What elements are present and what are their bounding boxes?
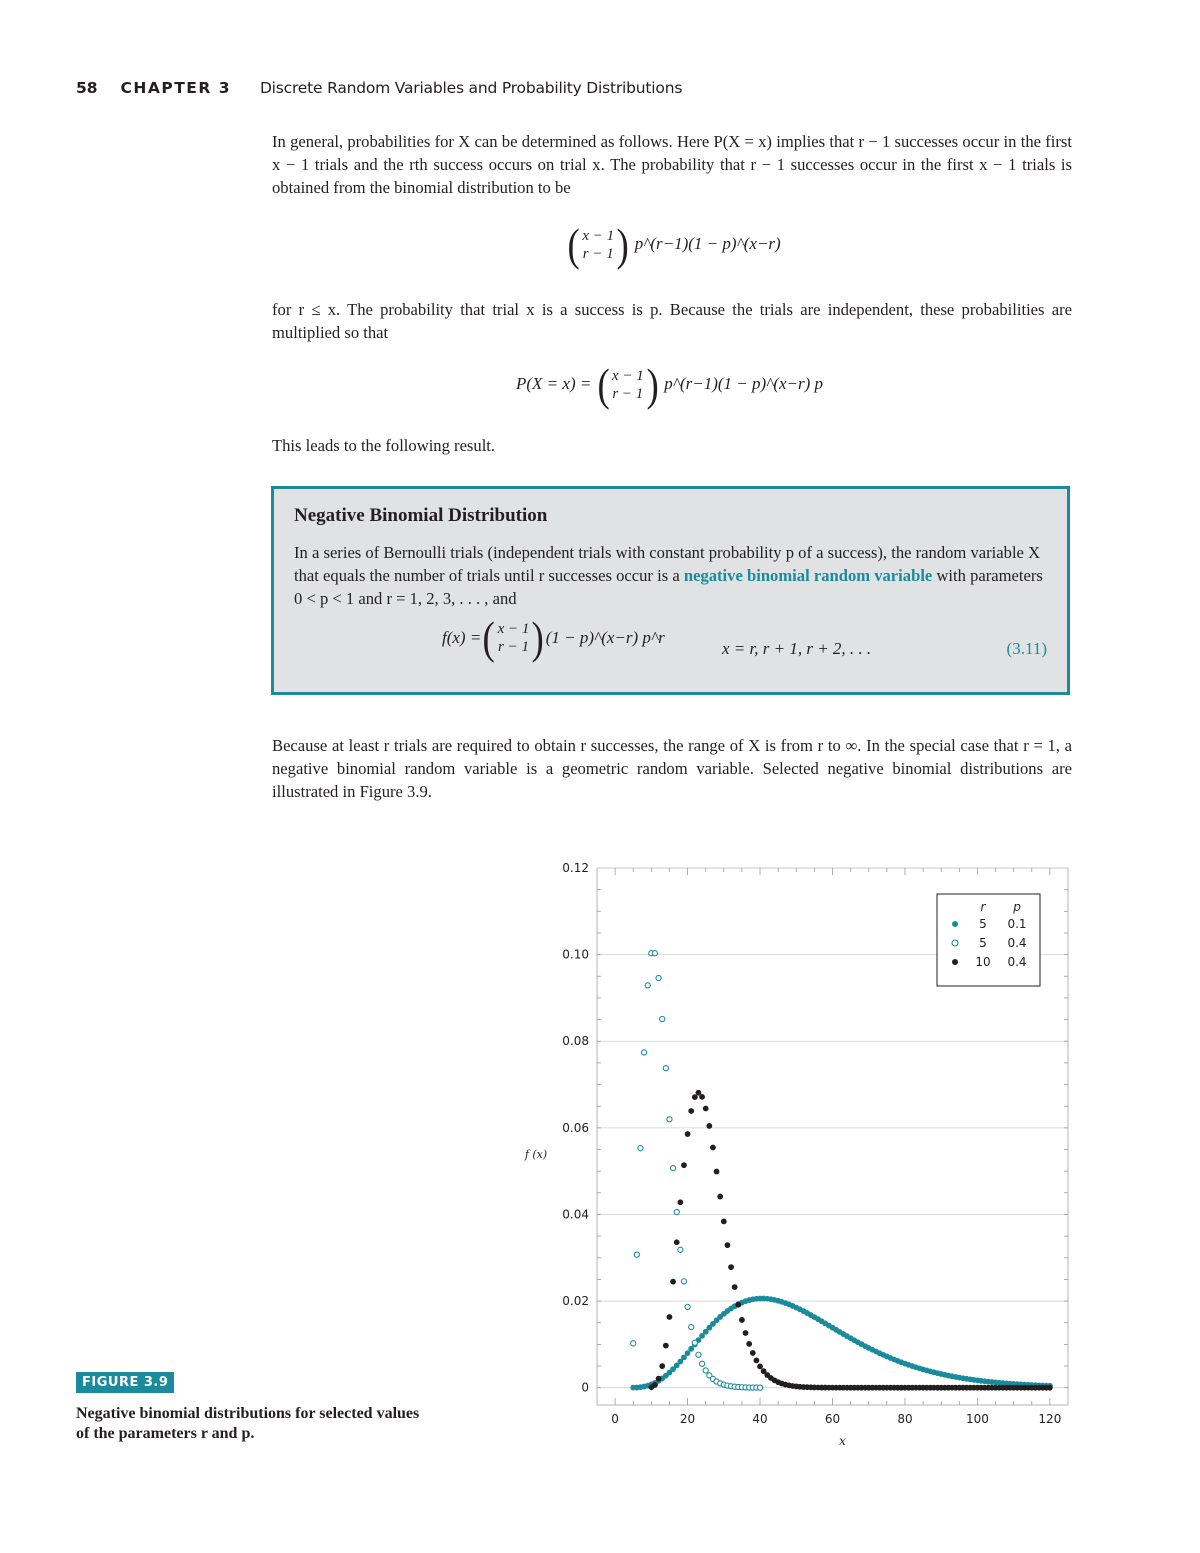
legend-header-r: r xyxy=(980,900,986,914)
data-point-r5-p04 xyxy=(660,1016,665,1021)
data-point-r5-p04 xyxy=(670,1165,675,1170)
definition-box xyxy=(271,486,1070,695)
y-tick-label: 0.08 xyxy=(562,1034,589,1049)
data-point-r10-p04 xyxy=(656,1376,662,1382)
data-point-r5-p04 xyxy=(645,983,650,988)
definition-body xyxy=(294,541,1050,610)
y-axis-label: f (x) xyxy=(524,1148,548,1162)
data-point-r10-p04 xyxy=(754,1358,760,1364)
x-tick-label: 20 xyxy=(679,1412,696,1426)
data-point-r5-p04 xyxy=(667,1117,672,1122)
data-point-r5-p04 xyxy=(634,1252,639,1257)
data-point-r10-p04 xyxy=(703,1106,709,1112)
y-tick-label: 0.02 xyxy=(562,1294,589,1309)
data-point-r10-p04 xyxy=(1047,1385,1053,1391)
figure-label: FIGURE 3.9 xyxy=(76,1372,174,1393)
binom-top-3: x − 1 xyxy=(497,621,530,637)
data-point-r5-p04 xyxy=(663,1066,668,1071)
legend-r-value: 5 xyxy=(979,936,987,950)
data-point-r5-p04 xyxy=(652,951,657,956)
data-point-r10-p04 xyxy=(685,1131,691,1137)
legend-r-value: 10 xyxy=(975,955,991,969)
binomial-coefficient-2: ( x − 1 r − 1 ) xyxy=(597,359,659,410)
data-point-r10-p04 xyxy=(706,1123,712,1129)
data-point-r10-p04 xyxy=(710,1145,716,1151)
data-point-r10-p04 xyxy=(728,1264,734,1270)
data-point-r10-p04 xyxy=(670,1279,676,1285)
data-point-r5-p04 xyxy=(674,1209,679,1214)
pmf-formula xyxy=(442,612,665,663)
data-point-r10-p04 xyxy=(677,1199,683,1205)
y-tick-label: 0.06 xyxy=(562,1120,589,1135)
page-number: 58 xyxy=(76,79,98,97)
y-tick-label: 0 xyxy=(581,1380,589,1395)
data-point-r5-p04 xyxy=(642,1050,647,1055)
data-point-r10-p04 xyxy=(735,1302,741,1308)
data-point-r10-p04 xyxy=(721,1219,727,1225)
legend-p-value: 0.1 xyxy=(1007,917,1027,931)
legend-p-value: 0.4 xyxy=(1007,936,1027,950)
data-point-r5-p04 xyxy=(703,1368,708,1373)
binom-bottom-3: r − 1 xyxy=(498,639,530,655)
equation-number: (3.11) xyxy=(1006,639,1047,658)
binomial-coefficient-3: ( x − 1 r − 1 ) xyxy=(482,612,545,663)
legend-r-value: 5 xyxy=(979,917,987,931)
binom-top: x − 1 xyxy=(582,228,615,244)
data-point-r10-p04 xyxy=(732,1284,738,1290)
formula-lhs: f(x) = xyxy=(442,628,482,647)
equation-binomial-term xyxy=(566,219,781,270)
x-tick-label: 60 xyxy=(824,1412,841,1426)
data-point-r5-p04 xyxy=(685,1304,690,1309)
y-tick-label: 0.10 xyxy=(562,947,589,962)
data-point-r5-p04 xyxy=(656,975,661,980)
formula-rest: (1 − p)^(x−r) p^r xyxy=(545,628,665,647)
legend-header-p: p xyxy=(1013,900,1021,914)
legend-marker xyxy=(952,959,958,965)
paragraph-4: Because at least r trials are required to obtain r successes, the range of X is from r to ∞. In the special case that r = 1, a negative binomial random variable is a geometric random variable. Selected negative binomial distributions are illustrated in Figure 3.9. xyxy=(272,736,1072,801)
legend-marker xyxy=(952,940,958,946)
legend-p-value: 0.4 xyxy=(1007,955,1027,969)
binom-bottom-2: r − 1 xyxy=(612,386,644,402)
formula-condition: x = r, r + 1, r + 2, . . . xyxy=(722,639,872,658)
data-point-r5-p04 xyxy=(699,1361,704,1366)
data-point-r10-p04 xyxy=(714,1169,720,1175)
data-point-r10-p04 xyxy=(667,1314,673,1320)
data-point-r10-p04 xyxy=(699,1094,705,1100)
data-point-r10-p04 xyxy=(750,1350,756,1356)
data-point-r10-p04 xyxy=(688,1108,694,1114)
figure-caption: Negative binomial distributions for selected values of the parameters r and p. xyxy=(76,1405,420,1442)
binom-top-2: x − 1 xyxy=(611,368,644,384)
data-point-r5-p04 xyxy=(757,1385,762,1390)
negative-binomial-chart xyxy=(520,848,1080,1458)
data-point-r10-p04 xyxy=(663,1343,669,1349)
definition-text-2: with parameters 0 < p < 1 and r = 1, 2, 3, . . . , and xyxy=(294,566,1043,608)
data-point-r10-p04 xyxy=(739,1317,745,1323)
paragraph-2: for r ≤ x. The probability that trial x is a success is p. Because the trials are independent, these probabilities are multiplied so that xyxy=(272,300,1072,342)
x-tick-label: 100 xyxy=(965,1412,989,1426)
chapter-label: CHAPTER 3 xyxy=(120,79,231,97)
definition-text-1: In a series of Bernoulli trials (independent trials with constant probability p of a success), the random variable X that equals the number of trials until r successes occur is a xyxy=(294,543,1041,585)
data-point-r10-p04 xyxy=(743,1330,749,1336)
data-point-r10-p04 xyxy=(674,1239,680,1245)
data-point-r10-p04 xyxy=(652,1382,658,1388)
data-point-r10-p04 xyxy=(746,1341,752,1347)
data-point-r10-p04 xyxy=(717,1194,723,1200)
x-tick-label: 80 xyxy=(897,1412,913,1426)
equation-2-rest: p^(r−1)(1 − p)^(x−r) p xyxy=(664,373,824,393)
data-point-r5-p04 xyxy=(638,1146,643,1151)
binomial-coefficient: ( x − 1 r − 1 ) xyxy=(567,219,629,270)
equation-1-rest: p^(r−1)(1 − p)^(x−r) xyxy=(634,233,781,253)
running-header xyxy=(76,79,682,97)
data-point-r5-p04 xyxy=(692,1340,697,1345)
legend-marker xyxy=(952,921,958,927)
data-point-r10-p04 xyxy=(659,1363,665,1369)
data-point-r5-p04 xyxy=(696,1352,701,1357)
data-point-r10-p04 xyxy=(725,1242,731,1248)
equation-2-lhs: P(X = x) = xyxy=(516,373,592,393)
data-point-r5-p04 xyxy=(631,1341,636,1346)
definition-keyword: negative binomial random variable xyxy=(683,566,933,585)
y-tick-label: 0.12 xyxy=(562,861,589,875)
paragraph-1: In general, probabilities for X can be determined as follows. Here P(X = x) implies that r − 1 successes occur in the first x − 1 trials and the rth success occurs on trial x. The probability that r − 1 successes occur in the first x − 1 trials is obtained from the binomial distribution to be xyxy=(272,132,1072,197)
y-tick-label: 0.04 xyxy=(562,1207,589,1222)
data-point-r5-p04 xyxy=(678,1247,683,1252)
x-tick-label: 120 xyxy=(1038,1412,1062,1426)
equation-probability xyxy=(516,359,824,410)
definition-title: Negative Binomial Distribution xyxy=(294,505,548,526)
data-point-r5-p04 xyxy=(689,1324,694,1329)
x-tick-label: 40 xyxy=(752,1412,768,1426)
data-point-r10-p04 xyxy=(681,1162,687,1168)
chapter-title: Discrete Random Variables and Probability Distributions xyxy=(259,79,683,97)
data-point-r5-p04 xyxy=(681,1279,686,1284)
x-tick-label: 0 xyxy=(611,1412,619,1426)
binom-bottom: r − 1 xyxy=(582,246,614,262)
paragraph-3: This leads to the following result. xyxy=(272,436,496,455)
x-axis-label: x xyxy=(839,1434,846,1448)
data-point-r10-p04 xyxy=(757,1364,763,1370)
data-point-r10-p04 xyxy=(692,1094,698,1100)
